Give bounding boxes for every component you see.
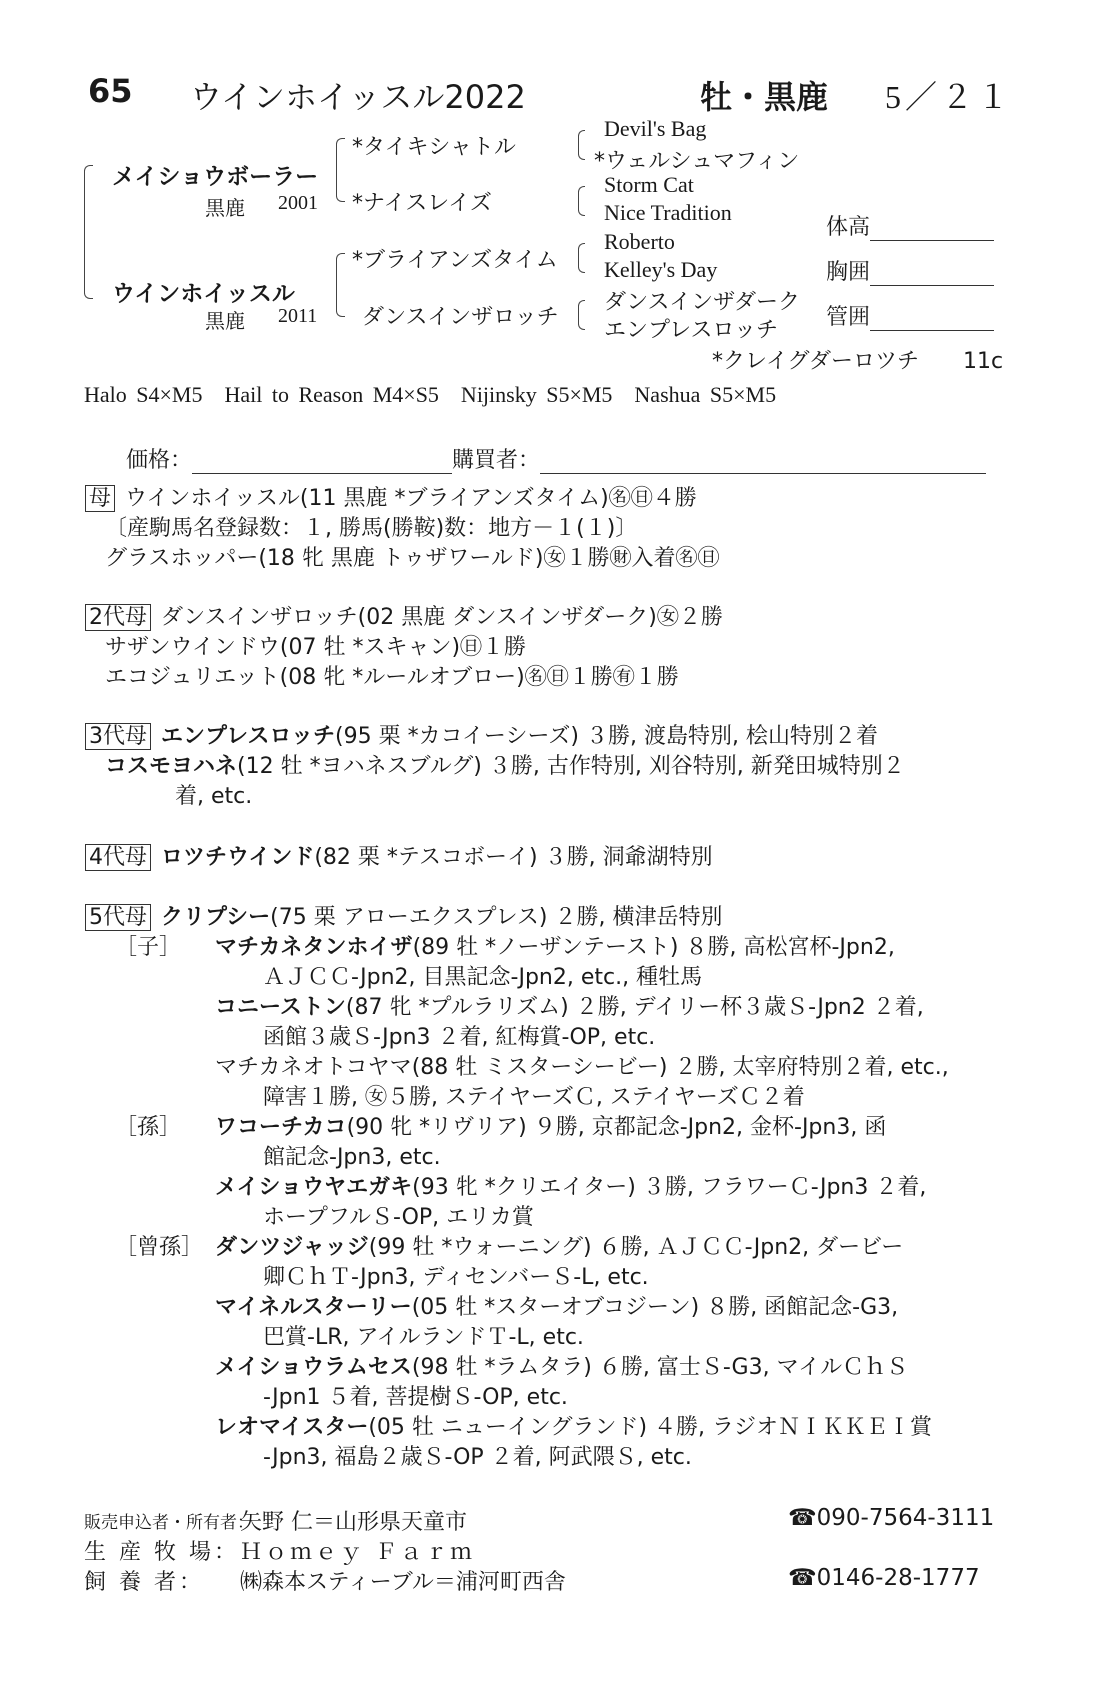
seller-phone: ☎090-7564-3111 <box>788 1505 995 1531</box>
gen2-tag: 2代母 <box>85 604 151 631</box>
sire-bracket <box>336 138 345 202</box>
family-line: *クレイグダーロツチ 11c <box>712 349 1004 374</box>
gen3-line1-rest: (95 栗 *カコイーシーズ) ３勝, 渡島特別, 桧山特別２着 <box>335 724 878 749</box>
dam-line3: グラスホッパー(18 牝 黒鹿 トゥザワールド)㊛１勝㊖入着㊔㊐ <box>105 546 720 571</box>
gen3-bracket-4 <box>578 300 585 330</box>
himago-label: ［曾孫］ <box>115 1235 204 1260</box>
sire-year: 2001 <box>278 192 318 214</box>
dam-year: 2011 <box>278 305 318 327</box>
inbreeding: Halo S4×M5 Hail to Reason M4×S5 Nijinsky S5×M5 Nashua S5×M5 <box>84 382 777 407</box>
gen4-section <box>85 843 713 873</box>
lot-number: 65 <box>88 72 133 110</box>
ko-2-name: コニーストン <box>215 995 346 1020</box>
cannon-field[interactable] <box>870 308 994 331</box>
ko-1-name: マチカネタンホイザ <box>215 935 413 960</box>
sire-sire: *タイキシャトル <box>352 135 516 160</box>
himago-1-l2: 卿ＣｈＴ-Jpn3, ディセンバーＳ-L, etc. <box>263 1265 649 1290</box>
sire-dam: *ナイスレイズ <box>352 191 492 216</box>
breeder-label: 飼 養 者： <box>84 1570 204 1595</box>
ko-3-name: マチカネオトコヤマ <box>215 1055 412 1080</box>
dam-dam: ダンスインザロッチ <box>362 305 559 330</box>
mago-1-name: ワコーチカコ <box>215 1115 347 1140</box>
gen4-rest: (82 栗 *テスコボーイ) ３勝, 洞爺湖特別 <box>314 845 713 870</box>
buyer-label: 購買者： <box>452 448 541 473</box>
dam-section <box>85 484 720 574</box>
himago-1-l1: (99 牡 *ウォーニング) ６勝, ＡＪＣＣ-Jpn2, ダービー <box>368 1235 904 1260</box>
gen5-section <box>85 903 949 1473</box>
gen3-line2-rest: (12 牡 *ヨハネスブルグ) ３勝, 古作特別, 刈谷特別, 新発田城特別２ <box>237 754 905 779</box>
gen3-7: ダンスインザダーク <box>604 290 801 315</box>
price-row <box>126 443 986 474</box>
gen5-name: クリプシー <box>161 905 271 930</box>
sex-color: 牡・黒鹿 <box>700 78 829 116</box>
mago-1-l2: 館記念-Jpn3, etc. <box>263 1145 441 1170</box>
gen2-section <box>85 603 723 693</box>
height-label: 体高 <box>826 215 871 240</box>
dam-line2: 〔産駒馬名登録数：１, 勝馬(勝鞍)数：地方－１(１)〕 <box>105 516 638 541</box>
gen3-bracket-3 <box>578 243 585 273</box>
gen3-1: Devil's Bag <box>604 116 707 141</box>
height-field[interactable] <box>870 218 994 241</box>
mago-2-name: メイショウヤエガキ <box>215 1175 413 1200</box>
ko-1-l1: (89 牡 *ノーザンテースト) ８勝, 高松宮杯-Jpn2, <box>412 935 895 960</box>
gen5-rest: (75 栗 アローエクスプレス) ２勝, 横津岳特別 <box>270 905 723 930</box>
farm-value: Ｈｏｍｅｙ Ｆａｒｍ <box>240 1540 475 1565</box>
seller-value: 矢野 仁＝山形県天童市 <box>240 1510 467 1535</box>
gen3-8: エンプレスロッチ <box>604 318 779 343</box>
breeder-phone: ☎0146-28-1777 <box>788 1565 980 1591</box>
sire-color: 黒鹿 <box>205 198 245 220</box>
gen3-4: Nice Tradition <box>604 200 732 225</box>
mago-2-l1: (93 牝 *クリエイター) ３勝, フラワーＣ-Jpn3 ２着, <box>412 1175 927 1200</box>
gen4-name: ロツチウインド <box>161 845 315 870</box>
himago-3-l2: -Jpn1 ５着, 菩提樹Ｓ-OP, etc. <box>263 1385 568 1410</box>
gen5-tag: 5代母 <box>85 904 151 931</box>
gen3-3: Storm Cat <box>604 172 694 197</box>
dam-sire: *ブライアンズタイム <box>352 248 558 273</box>
gen3-line1-name: エンプレスロッチ <box>161 724 336 749</box>
price-label: 価格： <box>126 448 193 473</box>
ko-2-l1: (87 牝 *プルラリズム) ２勝, デイリー杯３歳Ｓ-Jpn2 ２着, <box>345 995 924 1020</box>
mago-1-l1: (90 牝 *リヴリア) ９勝, 京都記念-Jpn2, 金杯-Jpn3, 函 <box>346 1115 887 1140</box>
ko-1-l2: ＡＪＣＣ-Jpn2, 目黒記念-Jpn2, etc., 種牡馬 <box>263 965 703 990</box>
gen3-section <box>85 722 905 812</box>
mago-label: ［孫］ <box>115 1115 182 1140</box>
cannon-row <box>826 300 994 331</box>
cannon-label: 管囲 <box>826 305 871 330</box>
dam-bracket <box>336 253 345 317</box>
gen4-tag: 4代母 <box>85 844 151 871</box>
buyer-field[interactable] <box>540 449 986 474</box>
gen3-2: *ウェルシュマフィン <box>594 149 800 174</box>
pedigree-outer-bracket <box>84 165 93 299</box>
himago-3-l1: (98 牡 *ラムタラ) ６勝, 富士Ｓ-G3, マイルＣｈＳ <box>411 1355 909 1380</box>
birth-date: 5／２１ <box>885 79 1014 115</box>
ko-3-l2: 障害１勝, ㊛５勝, ステイヤーズＣ, ステイヤーズＣ２着 <box>263 1085 805 1110</box>
gen3-bracket-1 <box>578 130 585 160</box>
mago-2-l2: ホープフルＳ-OP, エリカ賞 <box>263 1205 534 1230</box>
breeder-value: ㈱森本スティーブル＝浦河町西舎 <box>240 1570 566 1595</box>
gen3-5: Roberto <box>604 229 675 254</box>
seller-label: 販売申込者・所有者： <box>84 1513 254 1533</box>
himago-3-name: メイショウラムセス <box>215 1355 412 1380</box>
ko-2-l2: 函館３歳Ｓ-Jpn3 ２着, 紅梅賞-OP, etc. <box>263 1025 656 1050</box>
price-field[interactable] <box>192 449 452 474</box>
gen3-line2-name: コスモヨハネ <box>105 754 238 779</box>
himago-4-l2: -Jpn3, 福島２歳Ｓ-OP ２着, 阿武隈Ｓ, etc. <box>263 1445 692 1470</box>
girth-field[interactable] <box>870 263 994 286</box>
horse-name: ウインホイッスル2022 <box>190 78 526 116</box>
gen3-6: Kelley's Day <box>604 257 718 282</box>
gen2-line2: サザンウインドウ(07 牡 *スキャン)㊐１勝 <box>105 635 527 660</box>
gen3-tag: 3代母 <box>85 723 151 750</box>
himago-1-name: ダンツジャッジ <box>215 1235 369 1260</box>
ko-3-l1: (88 牡 ミスターシービー) ２勝, 太宰府特別２着, etc., <box>411 1055 949 1080</box>
himago-4-l1: (05 牡 ニューイングランド) ４勝, ラジオＮＩＫＫＥＩ賞 <box>368 1415 933 1440</box>
girth-label: 胸囲 <box>826 260 871 285</box>
gen3-line3: 着, etc. <box>175 784 253 809</box>
dam-color: 黒鹿 <box>205 311 245 333</box>
farm-label: 生 産 牧 場： <box>84 1540 239 1565</box>
himago-2-l2: 巴賞-LR, アイルランドＴ-L, etc. <box>263 1325 584 1350</box>
sire-name: メイショウボーラー <box>112 164 319 190</box>
gen2-line3: エコジュリエット(08 牝 *ルールオブロー)㊔㊐１勝㊒１勝 <box>105 665 679 690</box>
dam-tag: 母 <box>85 485 115 512</box>
dam-name: ウインホイッスル <box>112 281 295 307</box>
dam-line1: ウインホイッスル(11 黒鹿 *ブライアンズタイム)㊔㊐４勝 <box>125 486 697 511</box>
himago-2-name: マイネルスターリー <box>215 1295 412 1320</box>
himago-4-name: レオマイスター <box>215 1415 369 1440</box>
ko-label: ［子］ <box>115 935 182 960</box>
girth-row <box>826 255 994 286</box>
gen3-bracket-2 <box>578 186 585 216</box>
himago-2-l1: (05 牡 *スターオブコジーン) ８勝, 函館記念-G3, <box>411 1295 899 1320</box>
gen2-line1: ダンスインザロッチ(02 黒鹿 ダンスインザダーク)㊛２勝 <box>161 605 723 630</box>
height-row <box>826 210 994 241</box>
